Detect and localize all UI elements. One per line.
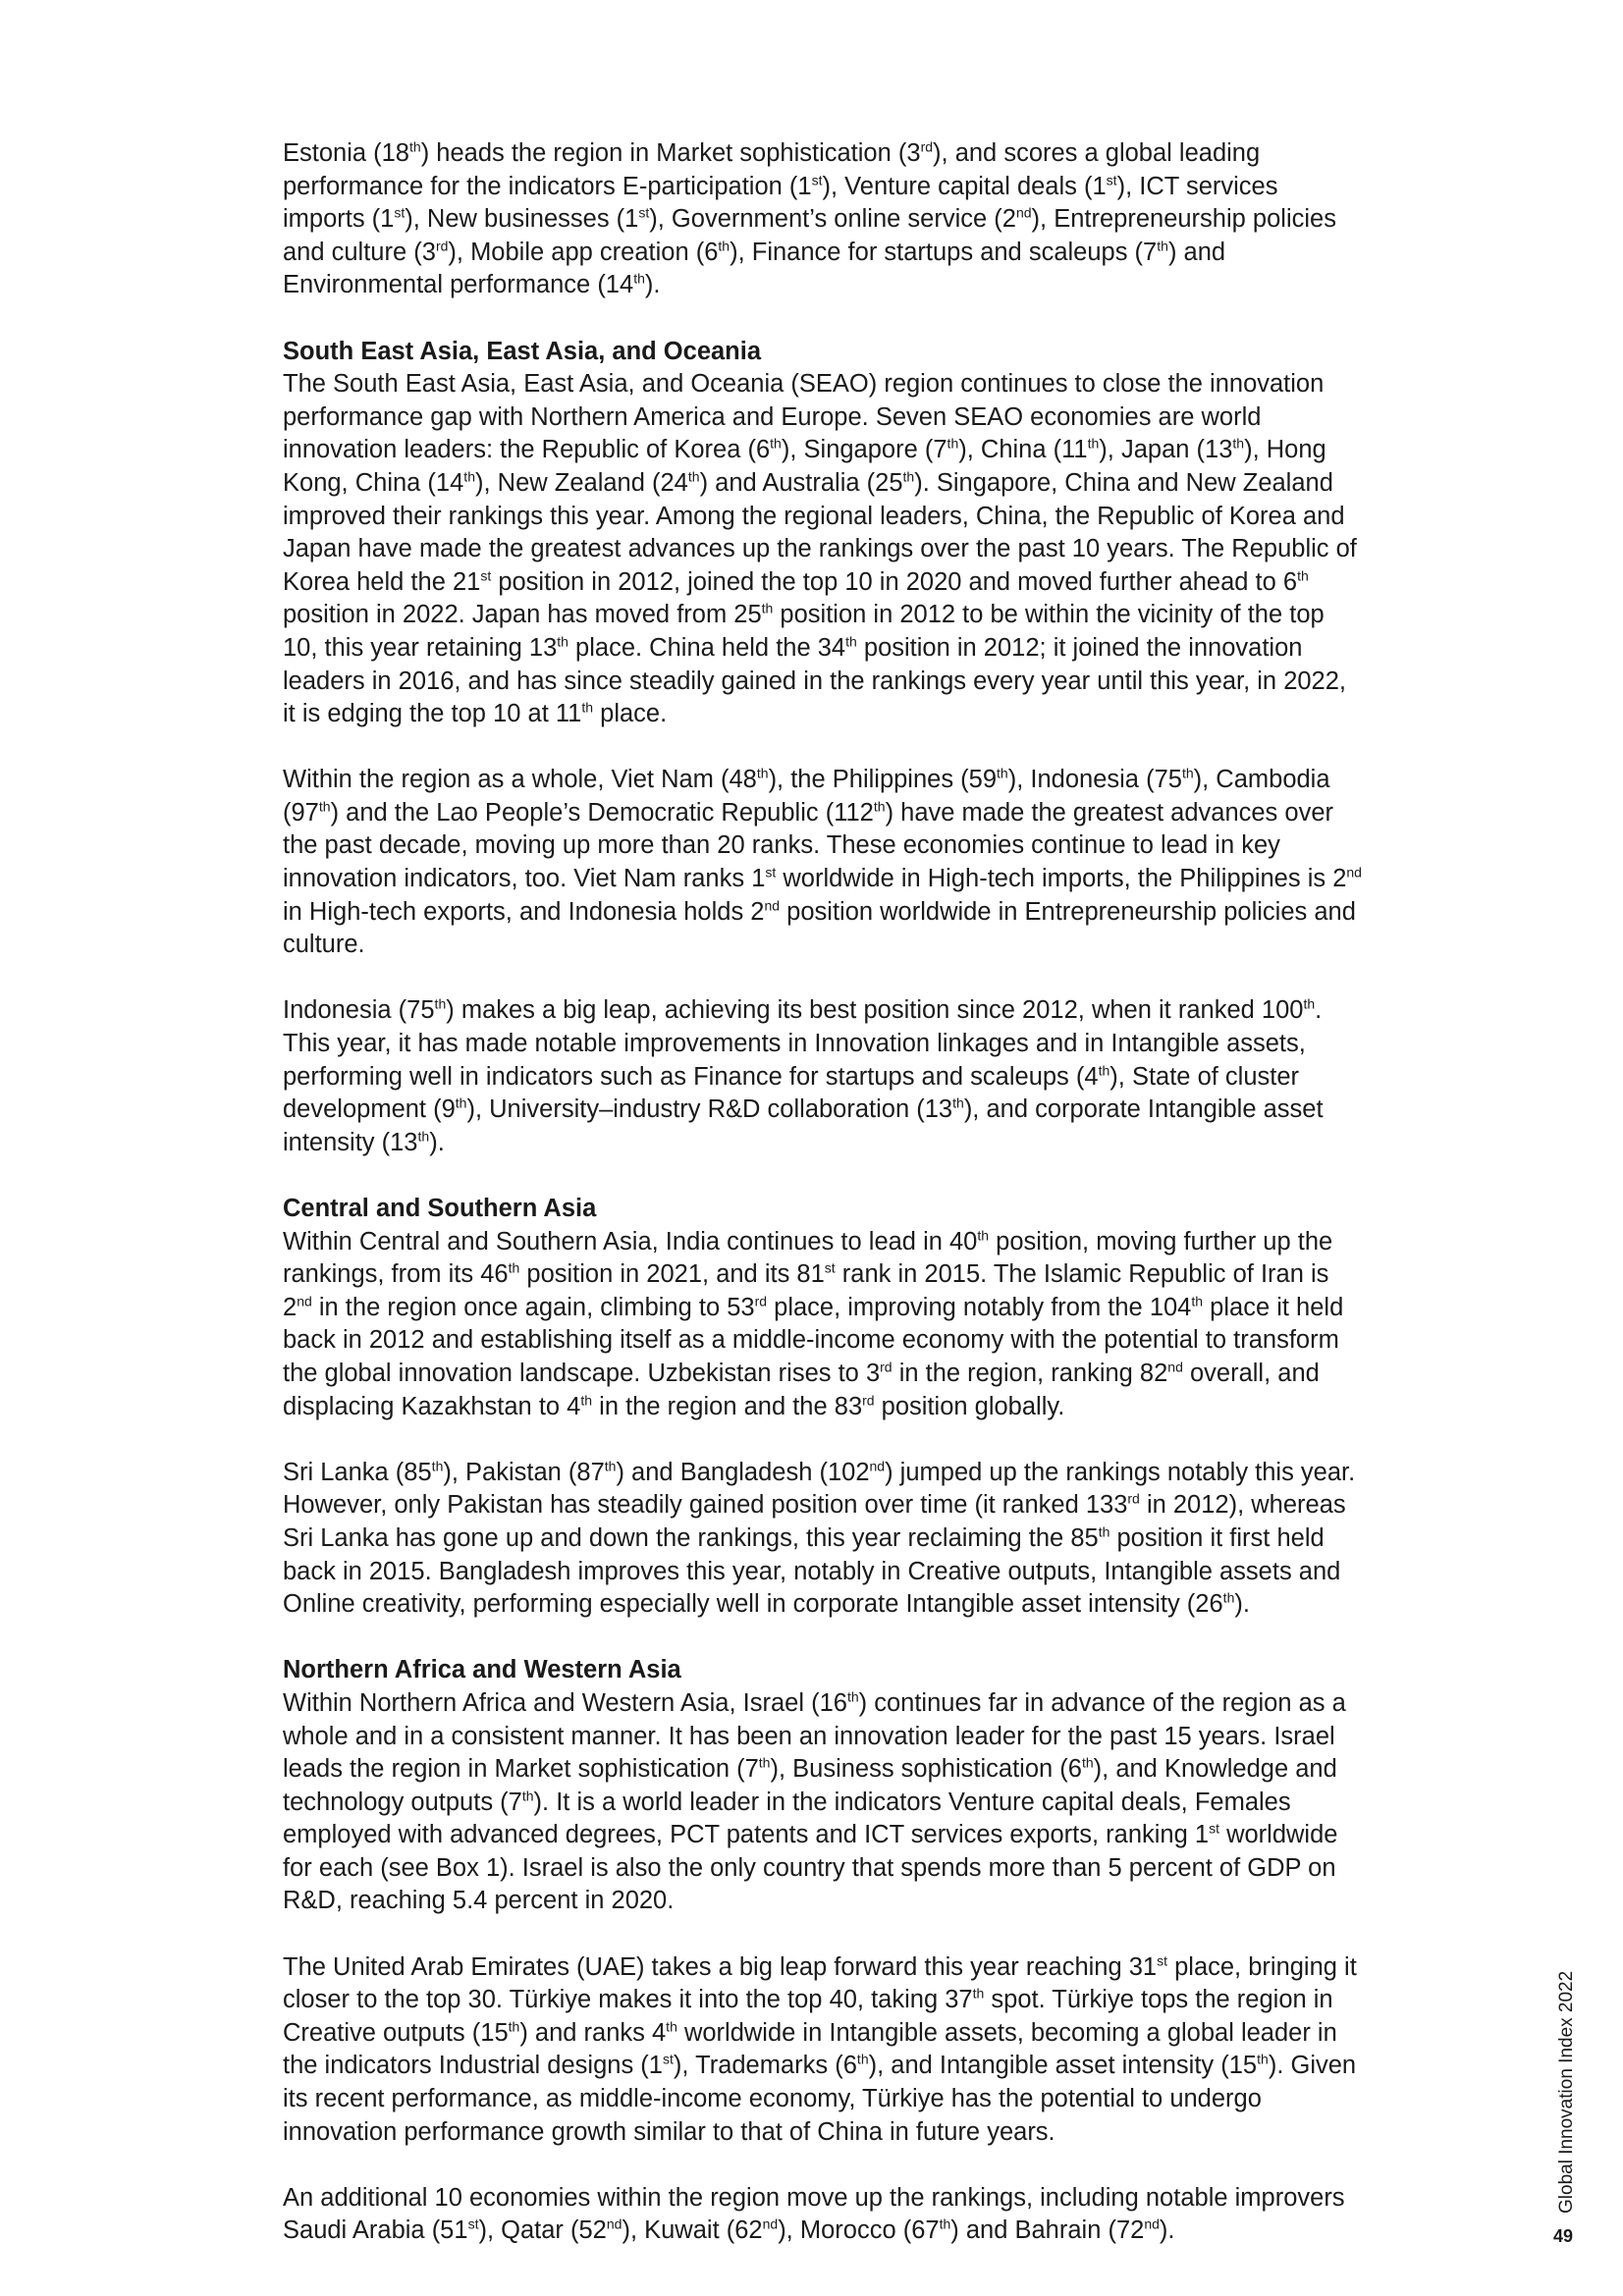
page-number: 49 bbox=[1553, 2226, 1574, 2246]
paragraph-srilanka-pakistan-bangladesh: Sri Lanka (85th), Pakistan (87th) and Bangladesh (102nd) jumped up the rankings notably this year. However, only Pakistan has steadily gained position over time (it ranked 133rd in 2012), whereas Sri Lanka has gone up and down the rankings, this year reclaiming the 85th position it first held back in 2015. Bangladesh improves this year, notably in Creative outputs, Intangible assets and Online creativity, performing especially well in corporate Intangible asset intensity (26th). bbox=[283, 1458, 1356, 1619]
paragraph-seao-leaders: The South East Asia, East Asia, and Oceania (SEAO) region continues to close the innovation performance gap with Northern America and Europe. Seven SEAO economies are world innovation leaders: the Republic of Korea (6th), Singapore (7th), China (11th), Japan (13th), Hong Kong, China (14th), New Zealand (24th) and Australia (25th). Singapore, China and New Zealand improved their rankings this year. Among the regional leaders, China, the Republic of Korea and Japan have made the greatest advances up the rankings over the past 10 years. The Republic of Korea held the 21st position in 2012, joined the top 10 in 2020 and moved further ahead to 6th position in 2022. Japan has moved from 25th position in 2012 to be within the vicinity of the top 10, this year retaining 13th place. China held the 34th position in 2012; it joined the innovation leaders in 2016, and has since steadily gained in the rankings every year until this year, in 2022, it is edging the top 10 at 11th place. bbox=[283, 370, 1357, 728]
paragraph-indonesia: Indonesia (75th) makes a big leap, achieving its best position since 2012, when it ranked 100th. This year, it has made notable improvements in Innovation linkages and in Intangible assets, performing well in indicators such as Finance for startups and scaleups (4th), State of cluster development (9th), University–industry R&D collaboration (13th), and corporate Intangible asset intensity (13th). bbox=[283, 995, 1324, 1156]
paragraph-israel: Within Northern Africa and Western Asia, Israel (16th) continues far in advance of the region as a whole and in a consistent manner. It has been an innovation leader for the past 15 years. Israel leads the region in Market sophistication (7th), Business sophistication (6th), and Knowledge and technology outputs (7th). It is a world leader in the indicators Venture capital deals, Females employed with advanced degrees, PCT patents and ICT services exports, ranking 1st worldwide for each (see Box 1). Israel is also the only country that spends more than 5 percent of GDP on R&D, reaching 5.4 percent in 2020. bbox=[283, 1688, 1346, 1915]
section-heading-seao: South East Asia, East Asia, and Oceania bbox=[283, 337, 762, 365]
paragraph-estonia: Estonia (18th) heads the region in Market sophistication (3rd), and scores a global leading performance for the indicators E-participation (1st), Venture capital deals (1st), ICT services imports (1st), New businesses (1st), Government’s online service (2nd), Entrepreneurship policies and culture (3rd), Mobile app creation (6th), Finance for startups and scaleups (7th) and Environmental performance (14th). bbox=[283, 138, 1336, 299]
section-heading-csa: Central and Southern Asia bbox=[283, 1195, 597, 1222]
publication-title: Global Innovation Index 2022 bbox=[1556, 1970, 1577, 2214]
paragraph-india-iran: Within Central and Southern Asia, India continues to lead in 40th position, moving further up the rankings, from its 46th position in 2021, and its 81st rank in 2015. The Islamic Republic of Iran is 2nd in the region once again, climbing to 53rd place, improving notably from the 104th place it held back in 2012 and establishing itself as a middle-income economy with the potential to transform the global innovation landscape. Uzbekistan rises to 3rd in the region, ranking 82nd overall, and displacing Kazakhstan to 4th in the region and the 83rd position globally. bbox=[283, 1227, 1344, 1420]
paragraph-additional-economies: An additional 10 economies within the region move up the rankings, including notable improvers Saudi Arabia (51st), Qatar (52nd), Kuwait (62nd), Morocco (67th) and Bahrain (72nd). bbox=[283, 2183, 1345, 2245]
section-heading-nawa: Northern Africa and Western Asia bbox=[283, 1656, 681, 1684]
paragraph-seao-advancers: Within the region as a whole, Viet Nam (48th), the Philippines (59th), Indonesia (75th), Cambodia (97th) and the Lao People’s Democratic Republic (112th) have made the greatest advances over the past decade, moving up more than 20 ranks. These economies continue to lead in key innovation indicators, too. Viet Nam ranks 1st worldwide in High-tech imports, the Philippines is 2nd in High-tech exports, and Indonesia holds 2nd position worldwide in Entrepreneurship policies and culture. bbox=[283, 765, 1362, 959]
report-body bbox=[283, 137, 1363, 2281]
paragraph-uae-turkiye: The United Arab Emirates (UAE) takes a big leap forward this year reaching 31st place, bringing it closer to the top 30. Türkiye makes it into the top 40, taking 37th spot. Türkiye tops the region in Creative outputs (15th) and ranks 4th worldwide in Intangible assets, becoming a global leader in the indicators Industrial designs (1st), Trademarks (6th), and Intangible asset intensity (15th). Given its recent performance, as middle-income economy, Türkiye has the potential to undergo innovation performance growth similar to that of China in future years. bbox=[283, 1952, 1357, 2146]
